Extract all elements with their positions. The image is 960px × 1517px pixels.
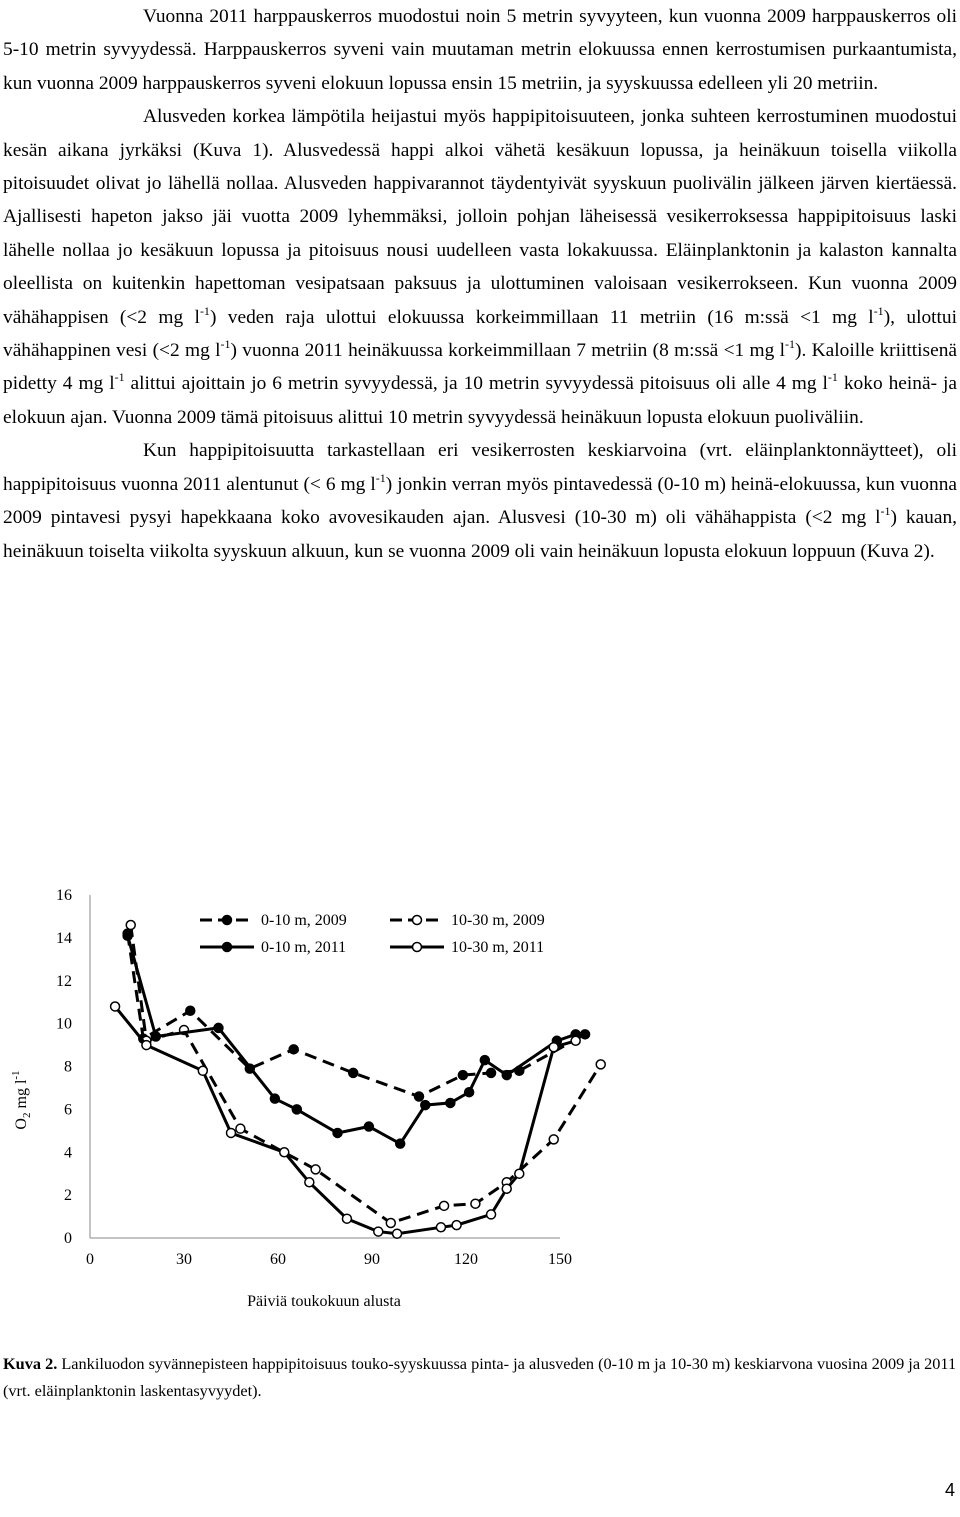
superscript: -1 [114, 370, 125, 385]
y-axis-label-sup: -1 [10, 1070, 22, 1080]
figure-caption [3, 1350, 957, 1404]
data-point [452, 1221, 461, 1230]
data-point [549, 1135, 558, 1144]
paragraph-3-part-a: Kun happipitoisuutta tarkastellaan eri vesikerrosten keskiarvoina (vrt. eläinplanktonnäytteet), oli happipitoisuus vuonna 2011 alentunut (< 6 mg l [3, 440, 957, 495]
caption-label: Kuva 2. [3, 1354, 58, 1373]
data-point [436, 1223, 445, 1232]
data-point [487, 1068, 496, 1077]
paragraph-1-text: Vuonna 2011 harppauskerros muodostui noin 5 metrin syvyyteen, kun vuonna 2009 harppauskerros oli 5-10 metrin syvyydessä. Harppauskerros syveni vain muutaman metrin elokuussa ennen kerrostumisen purkaantumista, kun vuonna 2009 harppauskerros syveni elokuun lopussa ensin 15 metriin, ja syyskuussa edelleen yli 20 metriin. [3, 6, 957, 94]
superscript: -1 [199, 303, 210, 318]
data-point [440, 1201, 449, 1210]
paragraph-2-part-c: ), ulottui vähähappinen vesi (<2 mg l [3, 306, 958, 362]
paragraph-3-part-c: ) kauan, heinäkuun toiselta viikolta syyskuun alkuun, kun se vuonna 2009 oli vain heinäkuun lopusta elokuun loppuun (Kuva 2). [3, 507, 957, 562]
legend-item [200, 939, 346, 956]
series-line [115, 1007, 576, 1234]
data-point [421, 1101, 430, 1110]
data-point [471, 1199, 480, 1208]
y-axis-ticks [56, 887, 72, 1247]
superscript: -1 [375, 470, 386, 485]
superscript: -1 [873, 303, 884, 318]
data-point [186, 1006, 195, 1015]
paragraph-2-part-b: ) veden raja ulottui elokuussa korkeimmillaan 11 metriin (16 m:ssä <1 mg l [209, 306, 874, 328]
y-axis-label [10, 1070, 33, 1129]
page-number: 4 [944, 1480, 955, 1500]
x-tick-label: 150 [548, 1251, 572, 1268]
x-axis-ticks [86, 1251, 572, 1268]
legend-label: 0-10 m, 2011 [261, 939, 347, 956]
series-3 [123, 931, 580, 1148]
data-point [111, 1002, 120, 1011]
data-point [458, 1071, 467, 1080]
legend-item [200, 912, 347, 929]
series-4 [111, 1002, 581, 1238]
data-point [198, 1066, 207, 1075]
data-point [549, 1043, 558, 1052]
data-point [123, 931, 132, 940]
y-tick-label: 14 [56, 929, 72, 947]
legend-label: 10-30 m, 2009 [451, 912, 545, 929]
y-axis-label-main: O [13, 1118, 30, 1130]
data-point [386, 1218, 395, 1227]
paragraph-2 [3, 100, 957, 434]
data-point [305, 1178, 314, 1187]
data-point [126, 921, 135, 930]
x-tick-label: 0 [86, 1251, 94, 1268]
y-tick-label: 16 [56, 887, 72, 904]
caption-text: Lankiluodon syvännepisteen happipitoisuus touko-syyskuussa pinta- ja alusveden (0-10 m ja 10-30 m) keskiarvona vuosina 2009 ja 2011 (vrt. eläinplanktonin laskentasyvyydet). [3, 1354, 957, 1400]
data-point [342, 1214, 351, 1223]
superscript: -1 [827, 370, 838, 385]
data-point [311, 1165, 320, 1174]
paragraph-2-part-d: ) vuonna 2011 heinäkuussa korkeimmillaan 7 metriin (8 m:ssä <1 mg l [230, 340, 786, 362]
data-point [571, 1036, 580, 1045]
y-tick-label: 12 [56, 972, 72, 990]
paragraph-3 [3, 434, 957, 568]
superscript: -1 [880, 504, 891, 519]
data-point [333, 1128, 342, 1137]
series-2 [126, 921, 605, 1228]
data-point [415, 1092, 424, 1101]
x-axis-label: Päiviä toukokuun alusta [247, 1293, 401, 1310]
body-text [3, 0, 957, 568]
superscript: -1 [220, 337, 231, 352]
legend-label: 10-30 m, 2011 [451, 939, 545, 956]
data-point [227, 1128, 236, 1137]
y-tick-label: 6 [64, 1101, 72, 1119]
data-point [270, 1094, 279, 1103]
data-point [446, 1098, 455, 1107]
data-point [364, 1122, 373, 1131]
x-tick-label: 120 [454, 1251, 478, 1268]
paragraph-3-part-b: ) jonkin verran myös pintavedessä (0-10 m) heinä-elokuussa, kun vuonna 2009 pintavesi pysyi hapekkaana koko avovesikauden ajan. Alusvesi (10-30 m) oli vähähappista (<2 mg l [3, 473, 957, 529]
paragraph-2-part-a: Alusveden korkea lämpötila heijastui myös happipitoisuuteen, jonka suhteen kerrostuminen muodostui kesän aikana jyrkäksi (Kuva 1). Alusvedessä happi alkoi vähetä kesäkuun lopussa, ja heinäkuun toisella viikolla pitoisuudet olivat jo lähellä nollaa. Alusveden happivarannot täydentyivät syyskuun puolivälin jälkeen järven kiertäessä. Ajallisesti hapeton jakso jäi vuotta 2009 lyhemmäksi, jolloin pohjan läheisessä vesikerroksessa happipitoisuus laski lähelle nollaa jo kesäkuun lopussa ja pitoisuus nousi uudelleen vasta lokakuussa. Eläinplanktonin ja kalaston kannalta oleellista on kuitenkin hapettoman vesipatsaan paksuus ja ulottuminen valoisaan vesikerrokseen. Kun vuonna 2009 vähähappisen (<2 mg l [3, 106, 957, 328]
x-tick-label: 30 [176, 1251, 192, 1268]
x-tick-label: 90 [364, 1251, 380, 1268]
superscript: -1 [785, 337, 796, 352]
data-point [280, 1148, 289, 1157]
legend-item [390, 939, 544, 956]
y-tick-label: 2 [64, 1187, 72, 1205]
paragraph-2-part-g: koko heinä- ja elokuun ajan. Vuonna 2009 tämä pitoisuus alittui 10 metrin syvyydessä heinäkuun lopusta elokuun puoliväliin. [3, 373, 957, 428]
data-point [393, 1229, 402, 1238]
chart-legend [200, 912, 545, 956]
x-tick-label: 60 [270, 1251, 286, 1268]
data-point [214, 1023, 223, 1032]
legend-marker [223, 943, 232, 952]
data-point [515, 1169, 524, 1178]
data-point [596, 1060, 605, 1069]
y-axis-label-unit: mg l [13, 1079, 30, 1113]
data-point [502, 1184, 511, 1193]
legend-marker [413, 943, 422, 952]
y-tick-label: 0 [64, 1230, 72, 1247]
y-tick-label: 10 [56, 1015, 72, 1033]
data-point [465, 1088, 474, 1097]
data-point [236, 1124, 245, 1133]
data-point [142, 1041, 151, 1050]
data-point [581, 1030, 590, 1039]
paragraph-2-part-f: alittui ajoittain jo 6 metrin syvyydessä, ja 10 metrin syvyydessä pitoisuus oli alle 4 mg l [124, 373, 828, 395]
y-tick-label: 4 [64, 1144, 72, 1162]
paragraph-2-part-e: ). Kaloille kriittisenä pidetty 4 mg l [3, 340, 958, 395]
oxygen-chart [0, 870, 960, 1330]
data-point [151, 1032, 160, 1041]
data-point [349, 1068, 358, 1077]
paragraph-1 [3, 0, 957, 100]
data-point [502, 1071, 511, 1080]
data-point [480, 1056, 489, 1065]
data-point [292, 1105, 301, 1114]
data-point [374, 1227, 383, 1236]
legend-label: 0-10 m, 2009 [261, 912, 347, 929]
y-axis-label-sub: 2 [21, 1112, 33, 1118]
series-layer [111, 921, 606, 1239]
legend-item [390, 912, 545, 929]
data-point [487, 1210, 496, 1219]
series-line [128, 936, 576, 1144]
legend-marker [413, 916, 422, 925]
legend-marker [223, 916, 232, 925]
data-point [289, 1045, 298, 1054]
data-point [396, 1139, 405, 1148]
y-tick-label: 8 [64, 1058, 72, 1076]
